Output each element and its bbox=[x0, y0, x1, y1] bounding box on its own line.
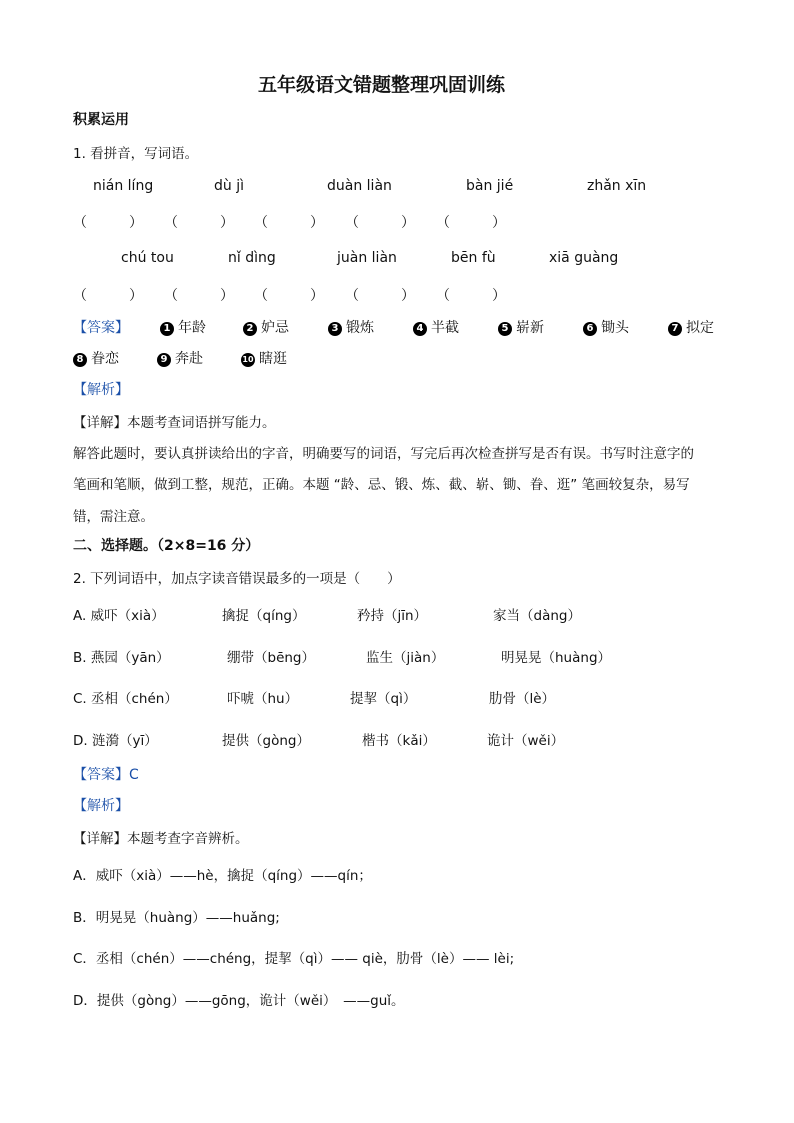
section-heading-choice: 二、选择题。（2×8=16 分） bbox=[73, 538, 260, 554]
answer-label: 【答案】C bbox=[73, 767, 139, 783]
option-d-word: D. 涟漪（yī） bbox=[73, 733, 158, 749]
option-c-word: 提挈（qì） bbox=[350, 691, 417, 707]
answer-blank: （ ） bbox=[254, 288, 324, 304]
answer-blank: （ ） bbox=[436, 288, 506, 304]
pinyin-item: juàn liàn bbox=[337, 250, 397, 266]
explanation-line: 错，需注意。 bbox=[73, 509, 154, 525]
explanation-line: D．提供（gòng）——gōng，诡计（wěi） ——guǐ。 bbox=[73, 993, 405, 1009]
option-d-word: 提供（gòng） bbox=[222, 733, 310, 749]
option-a-word: A. 威吓（xià） bbox=[73, 608, 165, 624]
pinyin-item: zhǎn xīn bbox=[587, 178, 647, 194]
question-2-stem: 2. 下列词语中，加点字读音错误最多的一项是（ ） bbox=[73, 571, 401, 587]
answer-blank: （ ） bbox=[345, 288, 415, 304]
number-badge-icon: 10 bbox=[241, 353, 255, 367]
option-d-word: 诡计（wěi） bbox=[487, 733, 565, 749]
option-b-word: 监生（jiàn） bbox=[366, 650, 445, 666]
option-b-word: B. 燕园（yān） bbox=[73, 650, 170, 666]
answer-item: 2 妒忌 bbox=[243, 317, 289, 337]
answer-blank: （ ） bbox=[73, 288, 143, 304]
option-a-word: 擒捉（qíng） bbox=[222, 608, 306, 624]
pinyin-item: bàn jié bbox=[466, 178, 514, 194]
number-badge-icon: 1 bbox=[160, 322, 174, 336]
explanation-line: 解答此题时，要认真拼读给出的字音，明确要写的词语，写完后再次检查拼写是否有误。书写时注意字的 bbox=[73, 446, 694, 462]
answer-item: 6 锄头 bbox=[583, 317, 629, 337]
answer-item: 3 锻炼 bbox=[328, 317, 374, 337]
answer-blank: （ ） bbox=[254, 215, 324, 231]
detail-text: 【详解】本题考查字音辨析。 bbox=[73, 831, 249, 847]
page-title: 五年级语文错题整理巩固训练 bbox=[258, 74, 506, 96]
number-badge-icon: 6 bbox=[583, 322, 597, 336]
answer-blank: （ ） bbox=[164, 215, 234, 231]
number-badge-icon: 3 bbox=[328, 322, 342, 336]
answer-item: 1 年龄 bbox=[160, 317, 206, 337]
number-badge-icon: 4 bbox=[413, 322, 427, 336]
number-badge-icon: 5 bbox=[498, 322, 512, 336]
explanation-line: 笔画和笔顺，做到工整，规范，正确。本题 “龄、忌、锻、炼、截、崭、锄、眷、逛” 笔画较复杂，易写 bbox=[73, 477, 690, 493]
number-badge-icon: 7 bbox=[668, 322, 682, 336]
option-d-word: 楷书（kǎi） bbox=[362, 733, 436, 749]
answer-item: 4 半截 bbox=[413, 317, 459, 337]
option-c-word: 肋骨（lè） bbox=[489, 691, 556, 707]
answer-item: 8 眷恋 bbox=[73, 348, 119, 368]
pinyin-item: chú tou bbox=[121, 250, 174, 266]
pinyin-item: nǐ dìng bbox=[228, 250, 276, 266]
answer-blank: （ ） bbox=[164, 288, 234, 304]
pinyin-item: xiā guàng bbox=[549, 250, 619, 266]
section-heading-accumulation: 积累运用 bbox=[73, 112, 129, 128]
pinyin-item: dù jì bbox=[214, 178, 244, 194]
analysis-label: 【解析】 bbox=[73, 798, 129, 814]
explanation-line: C．丞相（chén）——chéng，提挈（qì）—— qiè，肋骨（lè）—— lèi; bbox=[73, 951, 515, 967]
option-c-word: C. 丞相（chén） bbox=[73, 691, 178, 707]
answer-item: 10 瞎逛 bbox=[242, 351, 287, 367]
answer-blank: （ ） bbox=[73, 215, 143, 231]
pinyin-item: duàn liàn bbox=[327, 178, 392, 194]
pinyin-item: bēn fù bbox=[451, 250, 496, 266]
answer-blank: （ ） bbox=[436, 215, 506, 231]
analysis-label: 【解析】 bbox=[73, 382, 129, 398]
answer-label: 【答案】 bbox=[73, 320, 129, 336]
number-badge-icon: 2 bbox=[243, 322, 257, 336]
pinyin-item: nián líng bbox=[93, 178, 154, 194]
option-c-word: 吓唬（hu） bbox=[227, 691, 299, 707]
answer-blank: （ ） bbox=[345, 215, 415, 231]
number-badge-icon: 9 bbox=[157, 353, 171, 367]
detail-text: 【详解】本题考查词语拼写能力。 bbox=[73, 415, 276, 431]
explanation-line: A．威吓（xià）——hè，擒捉（qíng）——qín； bbox=[73, 868, 372, 884]
answer-item: 9 奔赴 bbox=[157, 348, 203, 368]
number-badge-icon: 8 bbox=[73, 353, 87, 367]
option-b-word: 绷带（bēng） bbox=[227, 650, 316, 666]
option-a-word: 矜持（jīn） bbox=[357, 608, 428, 624]
answer-item: 7 拟定 bbox=[668, 317, 714, 337]
answer-item: 5 崭新 bbox=[498, 317, 544, 337]
question-1-stem: 1. 看拼音，写词语。 bbox=[73, 146, 199, 162]
explanation-line: B．明晃晃（huàng）——huǎng; bbox=[73, 910, 280, 926]
option-b-word: 明晃晃（huàng） bbox=[501, 650, 612, 666]
option-a-word: 家当（dàng） bbox=[493, 608, 581, 624]
